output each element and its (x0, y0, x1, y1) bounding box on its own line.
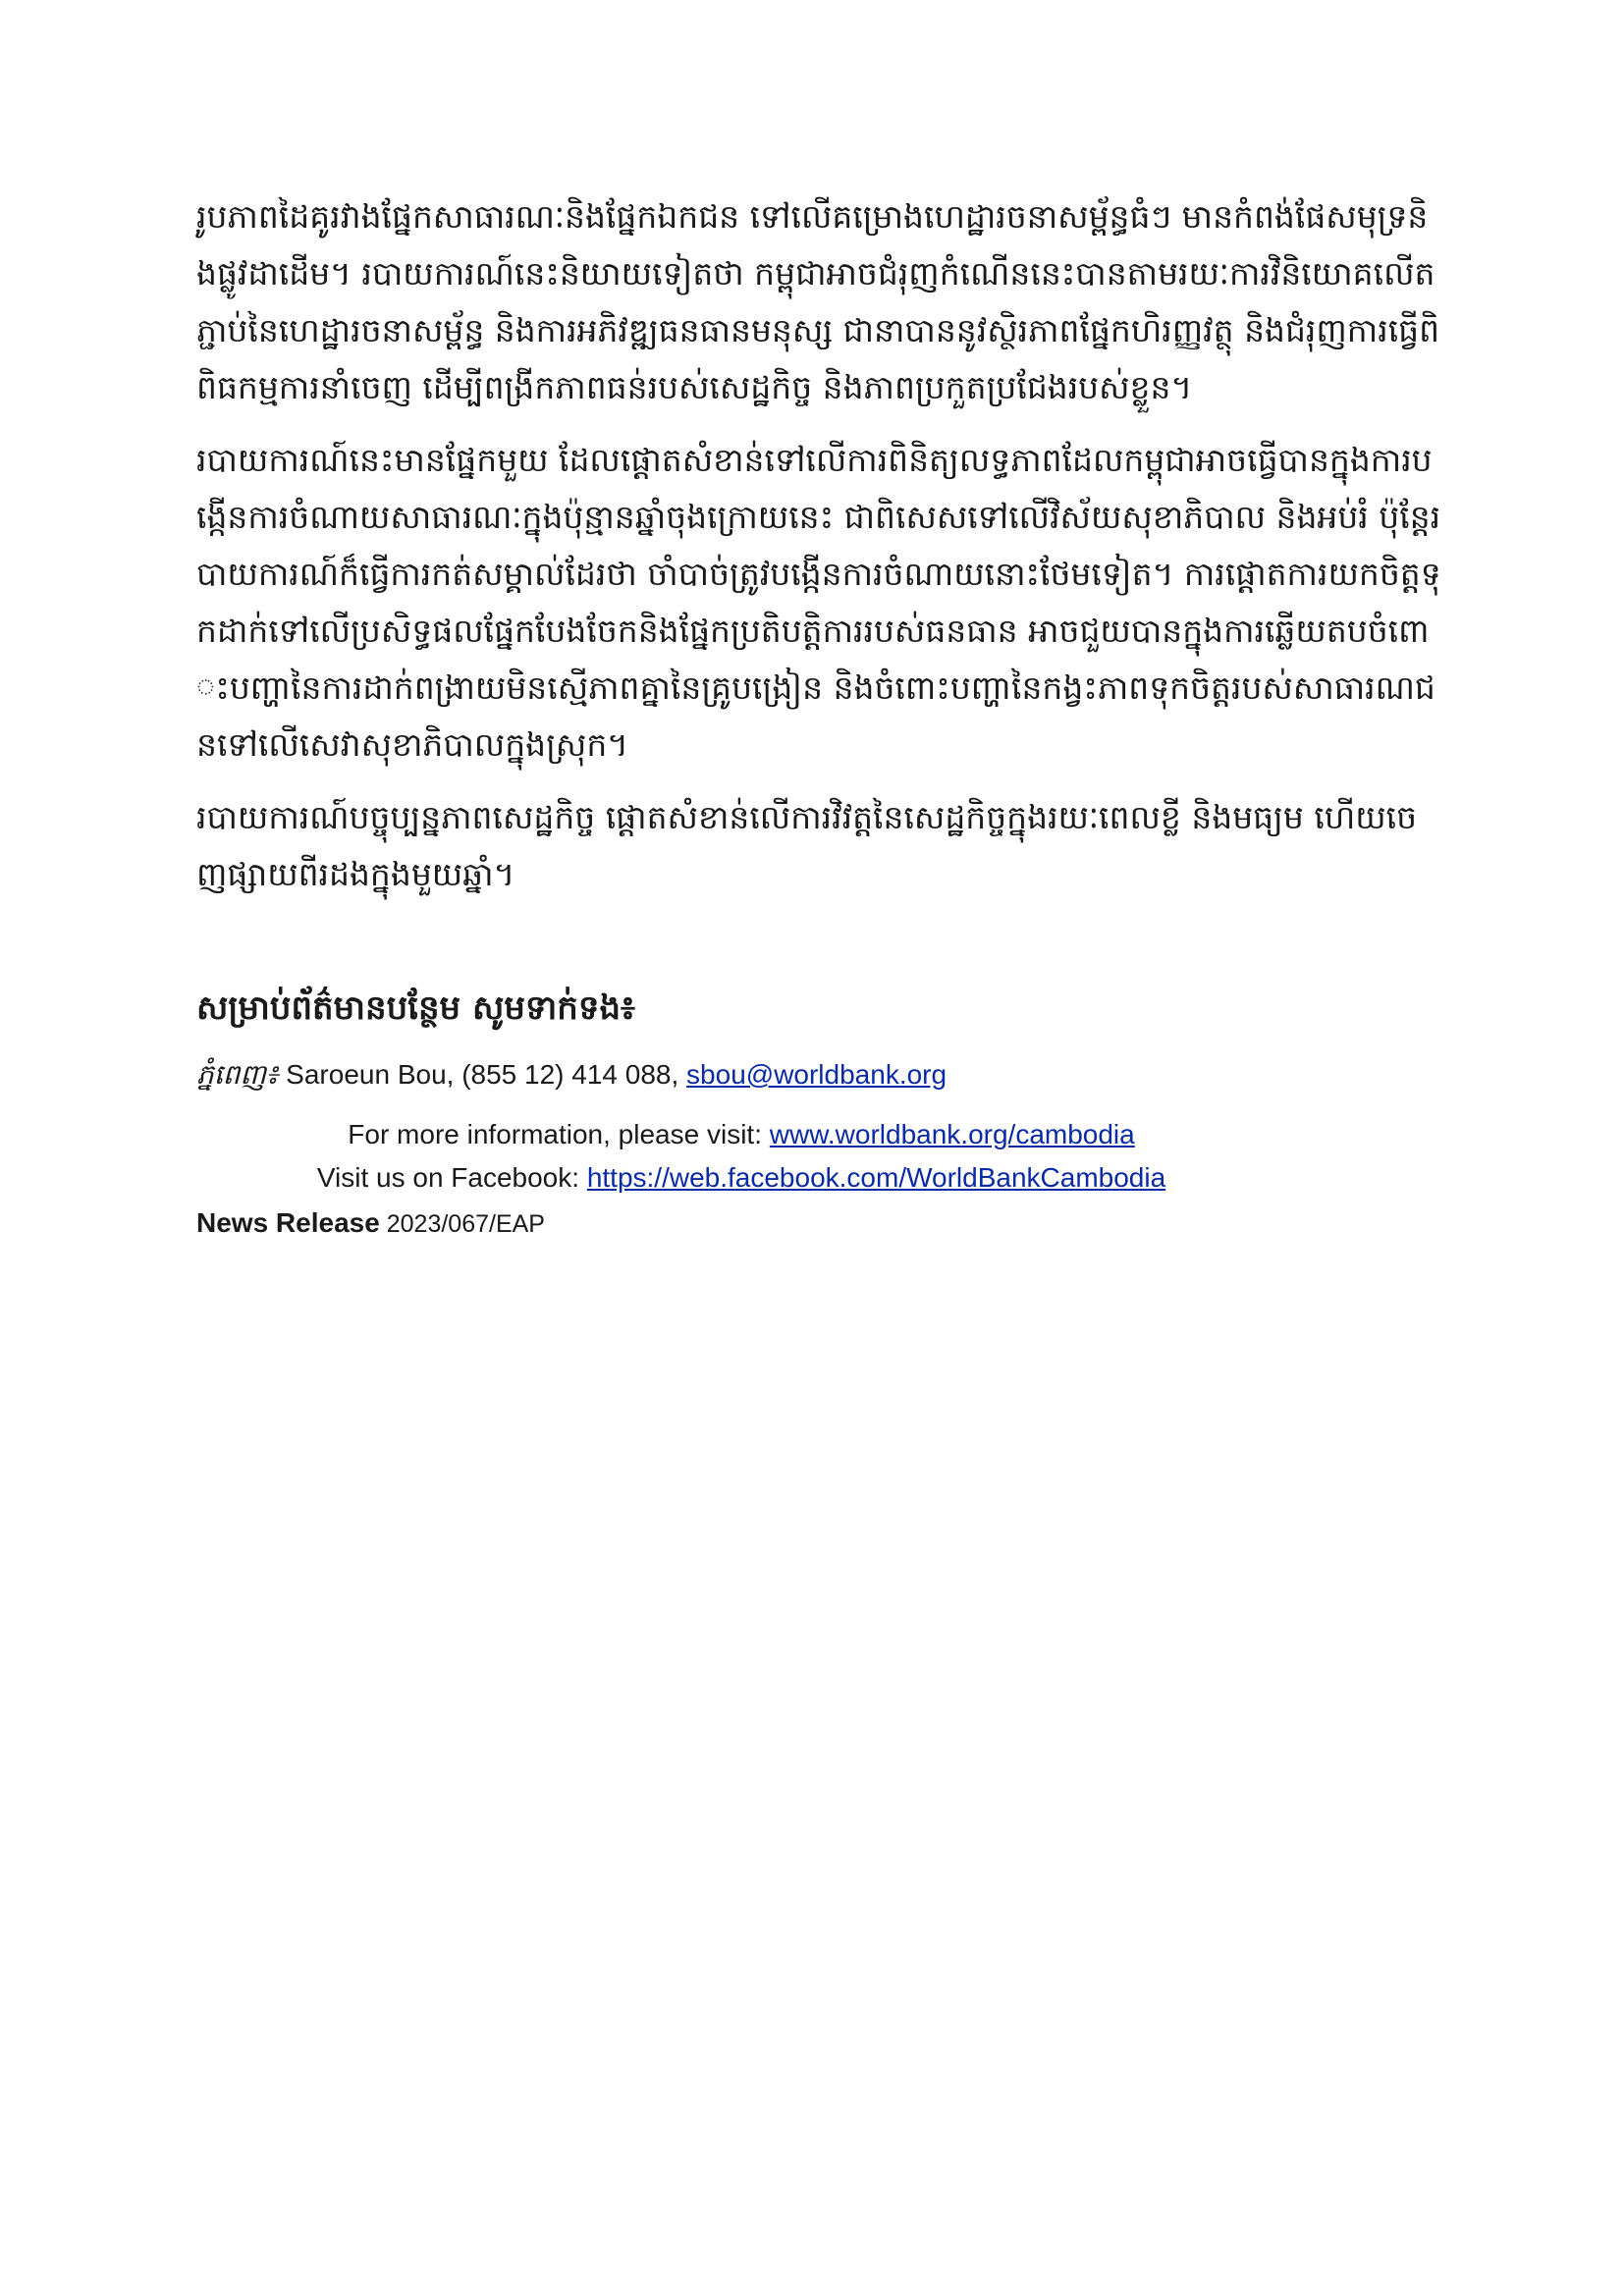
contact-heading: សម្រាប់ព័ត៌មានបន្ថែម សូមទាក់ទង៖ (196, 988, 635, 1028)
facebook-text: Visit us on Facebook: (316, 1162, 587, 1193)
contact-person: Saroeun Bou, (855 12) 414 088, (278, 1059, 687, 1090)
contact-email-link[interactable]: sbou@worldbank.org (686, 1059, 947, 1090)
news-release-code: 2023/067/EAP (379, 1210, 545, 1238)
body-paragraph-1: រូបភាពដៃគូរវាងផ្នែកសាធារណៈនិងផ្នែកឯកជន ទៅលើគម្រោងហេដ្ឋារចនាសម្ព័ន្ធធំៗ មានកំពង់ផែសមុទ្រនិងផ្លូវដាដើម។ របាយការណ៍នេះនិយាយទៀតថា កម្ពុជាអាចជំរុញកំណើននេះបានតាមរយៈការវិនិយោគលើតភ្ជាប់នៃហេដ្ឋារចនាសម្ព័ន្ធ និងការអភិវឌ្ឍធនធានមនុស្ស ជានាបាននូវស្ថិរភាពផ្នែកហិរញ្ញវត្ថុ និងជំរុញការធ្វើពិពិធកម្មការនាំចេញ ដើម្បីពង្រីកភាពធន់របស់សេដ្ឋកិច្ច និងភាពប្រកួតប្រជែងរបស់ខ្លួន។ (196, 197, 1440, 406)
body-paragraph-3: របាយការណ៍បច្ចុប្បន្នភាពសេដ្ឋកិច្ច ផ្តោតសំខាន់លើការវិវត្តនៃសេដ្ឋកិច្ចក្នុងរយៈពេលខ្លី និងមធ្យម ហើយចេញផ្សាយពីរដងក្នុងមួយឆ្នាំ។ (196, 798, 1418, 893)
more-info-line (196, 1113, 1286, 1156)
body-paragraph-2: របាយការណ៍នេះមានផ្នែកមួយ ដែលផ្តោតសំខាន់ទៅលើការពិនិត្យលទ្ធភាពដែលកម្ពុជាអាចធ្វើបានក្នុងការបង្កើនការចំណាយសាធារណៈក្នុងប៉ុន្មានឆ្នាំចុងក្រោយនេះ ជាពិសេសទៅលើវិស័យសុខាភិបាល និងអប់រំ ប៉ុន្តែរបាយការណ៍ក៏ធ្វើការកត់សម្គាល់ដែរថា ចាំបាច់ត្រូវបង្កើនការចំណាយនោះថែមទៀត។ ការផ្តោតការយកចិត្តទុកដាក់ទៅលើប្រសិទ្ធផលផ្នែកបែងចែកនិងផ្នែកប្រតិបត្តិការរបស់ធនធាន អាចជួយបានក្នុងការឆ្លើយតបចំពោះបញ្ហានៃការដាក់ពង្រាយមិនស្មើភាពគ្នានៃគ្រូបង្រៀន និងចំពោះបញ្ហានៃកង្វះភាពទុកចិត្តរបស់សាធារណជនទៅលើសេវាសុខាភិបាលក្នុងស្រុក។ (196, 441, 1441, 764)
website-link[interactable]: www.worldbank.org/cambodia (769, 1119, 1135, 1149)
facebook-link[interactable]: https://web.facebook.com/WorldBankCambodia (586, 1162, 1166, 1193)
more-info-text: For more information, please visit: (348, 1119, 770, 1149)
news-release-label: News Release (196, 1207, 380, 1238)
document-page (196, 188, 1443, 1246)
facebook-line (196, 1156, 1286, 1200)
contact-city: ភ្នំពេញ៖ (196, 1058, 279, 1091)
contact-line (196, 1054, 1443, 1095)
news-release-line (196, 1201, 1443, 1246)
